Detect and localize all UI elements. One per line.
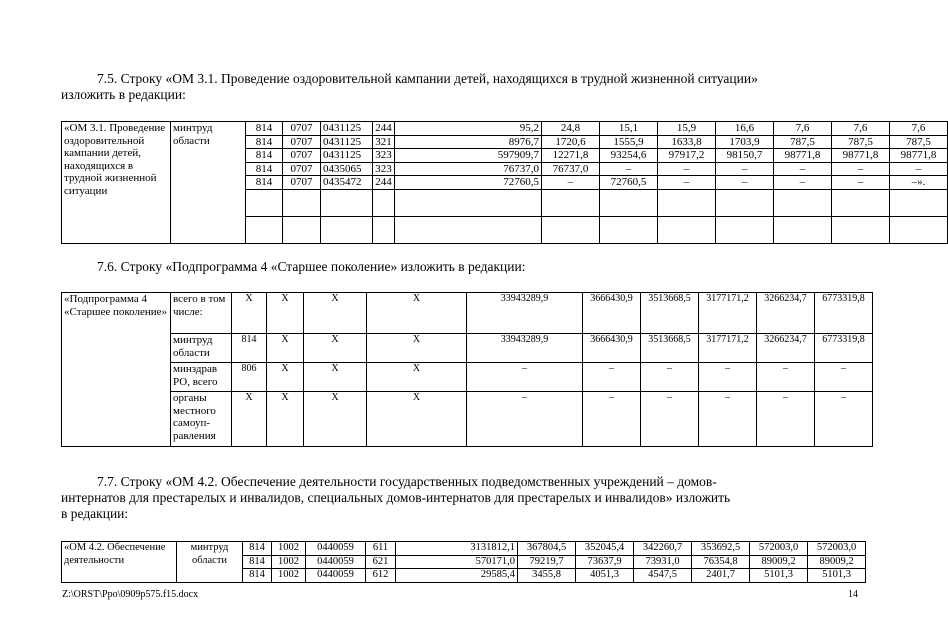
table-cell: – bbox=[716, 162, 774, 176]
table-cell: 612 bbox=[366, 569, 396, 583]
paragraph-7-5-line1: 7.5. Строку «ОМ 3.1. Проведение оздоровительной кампании детей, находящихся в трудной жизненной ситуации» bbox=[97, 71, 758, 86]
table-cell: 1555,9 bbox=[600, 135, 658, 149]
table-cell: 367804,5 bbox=[518, 542, 576, 556]
table-cell: X bbox=[267, 363, 304, 392]
table-cell: 0440059 bbox=[306, 542, 366, 556]
table-cell bbox=[395, 189, 542, 216]
table-cell: X bbox=[304, 363, 367, 392]
table-cell bbox=[890, 216, 948, 243]
table-row bbox=[62, 293, 873, 334]
table-cell: X bbox=[267, 334, 304, 363]
table-cell: 2401,7 bbox=[692, 569, 750, 583]
footer-file-path: Z:\ORST\Ppo\0909p575.f15.docx bbox=[62, 589, 199, 600]
table-cell: 4547,5 bbox=[634, 569, 692, 583]
table-cell bbox=[600, 216, 658, 243]
table-cell: – bbox=[641, 363, 699, 392]
table-cell: 6773319,8 bbox=[815, 334, 873, 363]
table-cell: 7,6 bbox=[890, 122, 948, 136]
table-cell: – bbox=[583, 392, 641, 447]
table-cell: 814 bbox=[246, 135, 283, 149]
table-cell: 321 bbox=[373, 135, 395, 149]
table-cell: 1720,6 bbox=[542, 135, 600, 149]
table-cell: 1002 bbox=[272, 555, 306, 569]
table-cell: X bbox=[367, 334, 467, 363]
paragraph-7-6-text: 7.6. Строку «Подпрограмма 4 «Старшее поколение» изложить в редакции: bbox=[97, 259, 526, 274]
table-cell bbox=[832, 189, 890, 216]
table-cell bbox=[774, 189, 832, 216]
table-cell: 787,5 bbox=[890, 135, 948, 149]
table-cell: 597909,7 bbox=[395, 149, 542, 163]
table-cell bbox=[283, 189, 321, 216]
executor-cell: минтруд области bbox=[177, 542, 243, 583]
table-cell: X bbox=[267, 392, 304, 447]
table-cell bbox=[658, 189, 716, 216]
table-cell: 0440059 bbox=[306, 569, 366, 583]
table-cell bbox=[321, 216, 373, 243]
table-cell: 0707 bbox=[283, 149, 321, 163]
table-cell: X bbox=[367, 392, 467, 447]
table-cell: 98771,8 bbox=[890, 149, 948, 163]
table-cell: 3266234,7 bbox=[757, 293, 815, 334]
table-row bbox=[62, 334, 873, 363]
table-cell: 29585,4 bbox=[396, 569, 518, 583]
table-cell: 24,8 bbox=[542, 122, 600, 136]
table-cell: 323 bbox=[373, 149, 395, 163]
table-cell: – bbox=[583, 363, 641, 392]
paragraph-7-5-line2: изложить в редакции: bbox=[61, 87, 186, 102]
table-subprogram-4 bbox=[61, 292, 873, 447]
table-row bbox=[62, 363, 873, 392]
table-cell: 814 bbox=[232, 334, 267, 363]
paragraph-7-7-line2: интернатов для престарелых и инвалидов, специальных домов-интернатов для престарелых и инвалидов» изложить bbox=[61, 490, 731, 505]
paragraph-7-7-line3: в редакции: bbox=[61, 506, 129, 521]
table-cell: 76354,8 bbox=[692, 555, 750, 569]
table-cell: X bbox=[267, 293, 304, 334]
table-cell: 572003,0 bbox=[750, 542, 808, 556]
table-cell: 79219,7 bbox=[518, 555, 576, 569]
row-label: «ОМ 3.1. Проведение оздоровительной кампании детей, находящихся в трудной жизненной ситуации bbox=[62, 122, 171, 244]
table-cell: 3131812,1 bbox=[396, 542, 518, 556]
table-cell: 3177171,2 bbox=[699, 293, 757, 334]
table-row bbox=[62, 122, 948, 136]
table-cell: – bbox=[832, 176, 890, 190]
table-cell bbox=[716, 216, 774, 243]
table-cell bbox=[658, 216, 716, 243]
table-cell bbox=[246, 216, 283, 243]
table-row bbox=[62, 392, 873, 447]
table-cell: X bbox=[367, 293, 467, 334]
table-cell: 33943289,9 bbox=[467, 293, 583, 334]
table-cell: 572003,0 bbox=[808, 542, 866, 556]
table-cell: 3266234,7 bbox=[757, 334, 815, 363]
table-cell: – bbox=[890, 162, 948, 176]
table-cell: 1633,8 bbox=[658, 135, 716, 149]
table-cell bbox=[373, 216, 395, 243]
table-cell bbox=[246, 189, 283, 216]
table-cell: 72760,5 bbox=[395, 176, 542, 190]
table-cell: – bbox=[757, 363, 815, 392]
table-cell: 342260,7 bbox=[634, 542, 692, 556]
row-sublabel: всего в том числе: bbox=[171, 293, 232, 334]
table-cell: 244 bbox=[373, 122, 395, 136]
table-cell: – bbox=[699, 363, 757, 392]
table-cell: – bbox=[467, 392, 583, 447]
table-cell: 33943289,9 bbox=[467, 334, 583, 363]
table-cell: – bbox=[658, 162, 716, 176]
table-cell: 814 bbox=[246, 122, 283, 136]
table-cell: –». bbox=[890, 176, 948, 190]
table-cell: 98771,8 bbox=[832, 149, 890, 163]
table-cell: 16,6 bbox=[716, 122, 774, 136]
table-cell: 0431125 bbox=[321, 122, 373, 136]
table-cell: 0707 bbox=[283, 176, 321, 190]
table-cell: 787,5 bbox=[774, 135, 832, 149]
table-row bbox=[62, 542, 866, 556]
table-cell: 0707 bbox=[283, 135, 321, 149]
table-cell: – bbox=[542, 176, 600, 190]
table-cell: 73637,9 bbox=[576, 555, 634, 569]
table-cell: 0435472 bbox=[321, 176, 373, 190]
row-sublabel: минздрав РО, всего bbox=[171, 363, 232, 392]
table-cell: 3513668,5 bbox=[641, 293, 699, 334]
table-cell bbox=[600, 189, 658, 216]
table-cell: 787,5 bbox=[832, 135, 890, 149]
table-cell: – bbox=[716, 176, 774, 190]
table-cell: 1002 bbox=[272, 569, 306, 583]
table-cell bbox=[542, 216, 600, 243]
table-cell: – bbox=[832, 162, 890, 176]
table-cell: 3177171,2 bbox=[699, 334, 757, 363]
paragraph-7-7 bbox=[61, 474, 861, 522]
table-cell: 7,6 bbox=[832, 122, 890, 136]
table-cell bbox=[395, 216, 542, 243]
paragraph-7-6 bbox=[61, 259, 861, 275]
table-cell: 3455,8 bbox=[518, 569, 576, 583]
table-om-4-2 bbox=[61, 541, 866, 583]
table-cell: 352045,4 bbox=[576, 542, 634, 556]
table-cell: 3513668,5 bbox=[641, 334, 699, 363]
table-cell: 353692,5 bbox=[692, 542, 750, 556]
table-cell: 621 bbox=[366, 555, 396, 569]
row-sublabel: органы местного самоуп-равления bbox=[171, 392, 232, 447]
table-cell: – bbox=[774, 162, 832, 176]
table-cell: 4051,3 bbox=[576, 569, 634, 583]
table-cell: 89009,2 bbox=[750, 555, 808, 569]
table-cell: 93254,6 bbox=[600, 149, 658, 163]
table-cell: 814 bbox=[246, 176, 283, 190]
table-cell: 611 bbox=[366, 542, 396, 556]
executor-cell: минтруд области bbox=[171, 122, 246, 244]
table-cell: – bbox=[774, 176, 832, 190]
table-cell: – bbox=[467, 363, 583, 392]
table-cell: 76737,0 bbox=[542, 162, 600, 176]
table-cell: 570171,0 bbox=[396, 555, 518, 569]
table-cell: X bbox=[232, 392, 267, 447]
table-cell: 7,6 bbox=[774, 122, 832, 136]
table-cell: X bbox=[304, 392, 367, 447]
table-cell: 0435065 bbox=[321, 162, 373, 176]
table-cell: 95,2 bbox=[395, 122, 542, 136]
row-label: «Подпрограмма 4 «Старшее поколение» bbox=[62, 293, 171, 447]
table-cell: 12271,8 bbox=[542, 149, 600, 163]
table-cell: 814 bbox=[243, 569, 272, 583]
table-cell: 98771,8 bbox=[774, 149, 832, 163]
table-cell: 72760,5 bbox=[600, 176, 658, 190]
table-cell: – bbox=[641, 392, 699, 447]
table-cell: 0707 bbox=[283, 162, 321, 176]
footer-page-number: 14 bbox=[848, 589, 858, 600]
row-label: «ОМ 4.2. Обеспечение деятельности bbox=[62, 542, 177, 583]
table-cell: 0707 bbox=[283, 122, 321, 136]
table-cell bbox=[890, 189, 948, 216]
table-cell: 76737,0 bbox=[395, 162, 542, 176]
table-cell: 5101,3 bbox=[808, 569, 866, 583]
table-cell: 814 bbox=[243, 555, 272, 569]
table-cell: 15,9 bbox=[658, 122, 716, 136]
table-cell: 97917,2 bbox=[658, 149, 716, 163]
table-cell: – bbox=[815, 392, 873, 447]
table-cell: 8976,7 bbox=[395, 135, 542, 149]
table-cell: 0431125 bbox=[321, 149, 373, 163]
table-cell: X bbox=[367, 363, 467, 392]
table-cell: 89009,2 bbox=[808, 555, 866, 569]
table-cell bbox=[373, 189, 395, 216]
table-cell: X bbox=[232, 293, 267, 334]
paragraph-7-7-line1: 7.7. Строку «ОМ 4.2. Обеспечение деятельности государственных подведомственных учреждений – домов- bbox=[97, 474, 717, 489]
table-cell: 5101,3 bbox=[750, 569, 808, 583]
table-om-3-1 bbox=[61, 121, 948, 244]
table-cell: 6773319,8 bbox=[815, 293, 873, 334]
table-cell: 98150,7 bbox=[716, 149, 774, 163]
table-cell: 0440059 bbox=[306, 555, 366, 569]
table-cell bbox=[716, 189, 774, 216]
table-cell: 0431125 bbox=[321, 135, 373, 149]
table-cell: 15,1 bbox=[600, 122, 658, 136]
table-cell: 73931,0 bbox=[634, 555, 692, 569]
paragraph-7-5 bbox=[61, 71, 861, 103]
table-cell: – bbox=[658, 176, 716, 190]
table-cell: 814 bbox=[246, 149, 283, 163]
table-cell: 814 bbox=[243, 542, 272, 556]
table-cell: X bbox=[304, 334, 367, 363]
table-cell: – bbox=[699, 392, 757, 447]
table-cell: 806 bbox=[232, 363, 267, 392]
table-cell: 1703,9 bbox=[716, 135, 774, 149]
table-cell bbox=[542, 189, 600, 216]
table-cell bbox=[321, 189, 373, 216]
table-cell bbox=[774, 216, 832, 243]
table-cell: 323 bbox=[373, 162, 395, 176]
table-cell: – bbox=[600, 162, 658, 176]
table-cell: X bbox=[304, 293, 367, 334]
table-cell bbox=[283, 216, 321, 243]
table-cell: 814 bbox=[246, 162, 283, 176]
table-cell bbox=[832, 216, 890, 243]
table-cell: – bbox=[757, 392, 815, 447]
table-cell: 3666430,9 bbox=[583, 334, 641, 363]
row-sublabel: минтруд области bbox=[171, 334, 232, 363]
table-cell: 244 bbox=[373, 176, 395, 190]
table-cell: – bbox=[815, 363, 873, 392]
table-cell: 3666430,9 bbox=[583, 293, 641, 334]
table-cell: 1002 bbox=[272, 542, 306, 556]
